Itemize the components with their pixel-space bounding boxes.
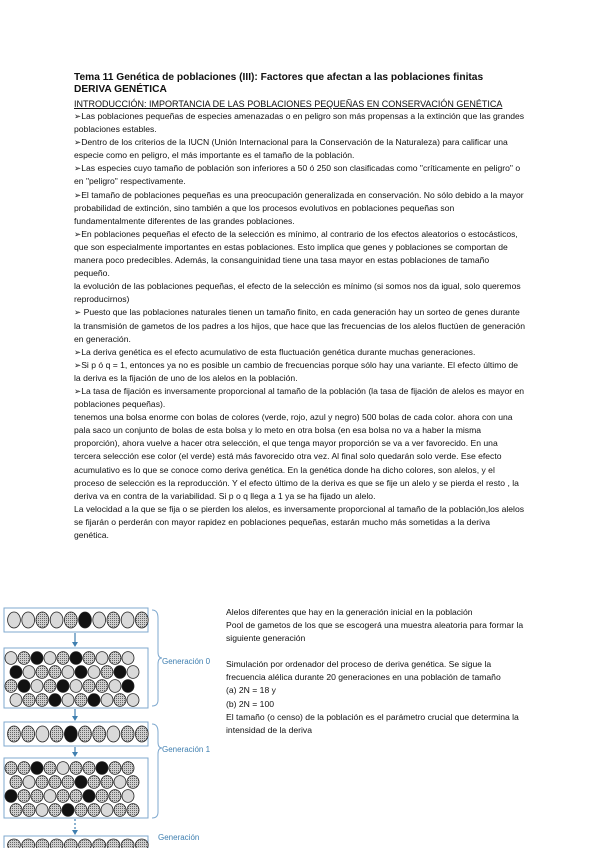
allele-ball: [57, 680, 69, 693]
allele-ball: [88, 666, 100, 679]
paragraph: ➢La tasa de fijación es inversamente proporcional al tamaño de la población (la tasa de fijación de alelos es mayor en poblaciones pequeñas).: [74, 385, 525, 410]
allele-ball: [62, 666, 74, 679]
allele-ball: [44, 762, 56, 775]
allele-ball: [122, 680, 134, 693]
allele-ball: [44, 652, 56, 665]
generation-0-label: Generación 0: [162, 657, 211, 666]
paragraph: ➢El tamaño de poblaciones pequeñas es una preocupación generalizada en conservación. No sólo debido a la mayor probabilidad de extinción, sino también a que los procesos evolutivos en poblaciones pequeñas son fundamentalmente diferentes de las grandes poblaciones.: [74, 189, 524, 226]
allele-ball: [135, 726, 148, 742]
allele-ball: [75, 666, 87, 679]
allele-ball: [44, 790, 56, 803]
paragraph: tenemos una bolsa enorme con bolas de colores (verde, rojo, azul y negro) 500 bolas de cada color. ahora con una pala saco un conjunto de bolas de esta bolsa y lo meto en otra bolsa (en esa bolsa no va a haber la misma proporción), ahora vuelve a hacer otra selección, el que tenga mayor proporción se va a ver favorecido. En una tercera selección ese color (el verde) está más favorecido otra vez. Al final solo quedarán solo verde. Ese efecto acumulativo es lo que se conoce como deriva genética. En la genética donde ha dicho colores, son alelos, y el proceso de selección es la reproducción. Y el efecto último de la deriva es que se fije un alelo y se pierda el resto , la deriva va en contra de la variabilidad. Si p o q llega a 1 ya se ha fijado un alelo.: [74, 412, 519, 501]
caption-case-b: (b) 2N = 100: [226, 698, 275, 709]
allele-ball: [64, 726, 77, 742]
allele-ball: [64, 839, 77, 848]
allele-ball: [18, 652, 30, 665]
allele-ball: [31, 680, 43, 693]
allele-ball: [109, 680, 121, 693]
allele-ball: [79, 612, 92, 628]
allele-ball: [31, 652, 43, 665]
allele-ball: [31, 762, 43, 775]
allele-ball: [79, 839, 92, 848]
allele-ball: [62, 776, 74, 789]
allele-ball: [49, 804, 61, 817]
paragraph: ➢En poblaciones pequeñas el efecto de la selección es mínimo, al contrario de los efectos aleatorios o estocásticos, que son especialmente importantes en estas poblaciones. Esto implica que genes y poblaciones se comportan de manera poco predecibles. Además, la consanguinidad tiene una tasa mayor en estas poblaciones de tamaño pequeño.: [74, 228, 518, 279]
allele-ball: [31, 790, 43, 803]
allele-ball: [5, 762, 17, 775]
allele-ball: [49, 776, 61, 789]
allele-ball: [101, 666, 113, 679]
allele-ball: [50, 839, 63, 848]
allele-ball: [10, 776, 22, 789]
allele-ball: [88, 776, 100, 789]
paragraph: ➢Las especies cuyo tamaño de población son inferiores a 50 ó 250 son clasificadas como "críticamente en peligro" o en "peligro" respectivamente.: [74, 163, 521, 187]
allele-ball: [96, 790, 108, 803]
allele-ball: [70, 790, 82, 803]
allele-ball: [107, 612, 120, 628]
paragraph: la evolución de las poblaciones pequeñas, el efecto de la selección es mínimo (si somos nos da igual, solo queremos reproducirnos): [74, 281, 521, 305]
allele-ball: [75, 776, 87, 789]
allele-ball: [5, 652, 17, 665]
allele-ball: [127, 694, 139, 707]
paragraph: ➢Dentro de los criterios de la IUCN (Unión Internacional para la Conservación de la Naturaleza) para calificar una especie como en peligro, el más importante es el tamaño de la población.: [74, 137, 508, 161]
allele-ball: [121, 726, 134, 742]
generation-2-label: Generación: [158, 833, 200, 842]
allele-ball: [109, 652, 121, 665]
allele-ball: [10, 804, 22, 817]
allele-ball: [36, 804, 48, 817]
allele-ball: [18, 680, 30, 693]
allele-ball: [62, 694, 74, 707]
allele-ball: [135, 839, 148, 848]
paragraph: ➢Si p ó q = 1, entonces ya no es posible un cambio de frecuencias porque sólo hay una variante. El efecto último de la deriva es la fijación de uno de los alelos en la población.: [74, 359, 519, 383]
document-subtitle: DERIVA GENÉTICA: [74, 84, 167, 96]
allele-ball: [127, 804, 139, 817]
allele-ball: [8, 726, 21, 742]
allele-ball: [22, 726, 35, 742]
allele-ball: [121, 839, 134, 848]
allele-ball: [122, 652, 134, 665]
allele-ball: [109, 762, 121, 775]
allele-ball: [44, 680, 56, 693]
caption-population-size: El tamaño (o censo) de la población es el parámetro crucial que determina la intensidad de la deriva: [226, 711, 519, 735]
document-body: [74, 72, 526, 542]
allele-ball: [50, 612, 63, 628]
allele-ball: [62, 804, 74, 817]
allele-ball: [8, 612, 21, 628]
allele-ball: [57, 790, 69, 803]
allele-ball: [49, 666, 61, 679]
allele-ball: [64, 612, 77, 628]
genetic-drift-figure: [2, 606, 216, 848]
allele-ball: [114, 666, 126, 679]
allele-ball: [83, 680, 95, 693]
allele-ball: [107, 726, 120, 742]
allele-ball: [10, 694, 22, 707]
allele-ball: [22, 839, 35, 848]
allele-ball: [5, 790, 17, 803]
allele-ball: [96, 762, 108, 775]
allele-ball: [23, 666, 35, 679]
allele-ball: [22, 612, 35, 628]
allele-ball: [23, 804, 35, 817]
allele-ball: [127, 776, 139, 789]
allele-ball: [36, 726, 49, 742]
allele-ball: [121, 612, 134, 628]
allele-ball: [109, 790, 121, 803]
allele-ball: [127, 666, 139, 679]
caption-simulation: Simulación por ordenador del proceso de deriva genética. Se sigue la frecuencia alélica durante 20 generaciones en una población de tamaño: [226, 659, 501, 683]
document-title: Tema 11 Genética de poblaciones (III): Factores que afectan a las poblaciones finitas: [74, 72, 484, 83]
allele-ball: [114, 694, 126, 707]
allele-ball: [18, 762, 30, 775]
allele-ball: [23, 776, 35, 789]
allele-ball: [36, 694, 48, 707]
paragraph: ➢La deriva genética es el efecto acumulativo de esta fluctuación genética durante muchas generaciones.: [74, 346, 476, 357]
caption-gamete-pool: Pool de gametos de los que se escogerá una muestra aleatoria para formar la siguiente generación: [226, 620, 524, 644]
figure-captions: [226, 606, 526, 737]
caption-case-a: (a) 2N = 18 y: [226, 685, 276, 696]
allele-ball: [122, 790, 134, 803]
allele-ball: [49, 694, 61, 707]
allele-ball: [79, 726, 92, 742]
allele-ball: [83, 790, 95, 803]
paragraph: La velocidad a la que se fija o se pierden los alelos, es inversamente proporcional al tamaño de la población,los alelos se fijarán o perderán con mayor rapidez en poblaciones pequeñas, estarán mucho más sometidas a la deriva genética.: [74, 503, 525, 541]
allele-ball: [18, 790, 30, 803]
allele-ball: [36, 666, 48, 679]
allele-ball: [36, 612, 49, 628]
allele-ball: [83, 762, 95, 775]
allele-ball: [93, 839, 106, 848]
allele-ball: [114, 776, 126, 789]
allele-ball: [101, 694, 113, 707]
allele-ball: [5, 680, 17, 693]
allele-ball: [88, 804, 100, 817]
allele-ball: [8, 839, 21, 848]
paragraph: ➢ Puesto que las poblaciones naturales tienen un tamaño finito, en cada generación hay un sorteo de genes durante la transmisión de gametos de los padres a los hijos, que hace que las frecuencias de los alelos fluctúen de generación en generación.: [74, 307, 525, 344]
allele-ball: [36, 776, 48, 789]
allele-ball: [23, 694, 35, 707]
allele-ball: [114, 804, 126, 817]
allele-ball: [36, 839, 49, 848]
allele-ball: [70, 762, 82, 775]
allele-ball: [93, 612, 106, 628]
allele-ball: [93, 726, 106, 742]
allele-ball: [57, 762, 69, 775]
allele-ball: [101, 804, 113, 817]
allele-ball: [83, 652, 95, 665]
allele-ball: [75, 804, 87, 817]
allele-ball: [57, 652, 69, 665]
allele-ball: [107, 839, 120, 848]
allele-ball: [70, 680, 82, 693]
allele-ball: [75, 694, 87, 707]
allele-ball: [122, 762, 134, 775]
allele-ball: [10, 666, 22, 679]
allele-ball: [96, 680, 108, 693]
allele-ball: [88, 694, 100, 707]
allele-ball: [135, 612, 148, 628]
caption-alleles: Alelos diferentes que hay en la generación inicial en la población: [226, 607, 473, 617]
paragraph: ➢Las poblaciones pequeñas de especies amenazadas o en peligro son más propensas a la extinción que las grandes poblaciones estables.: [74, 111, 525, 135]
allele-ball: [50, 726, 63, 742]
section-heading: INTRODUCCIÓN: IMPORTANCIA DE LAS POBLACIONES PEQUEÑAS EN CONSERVACIÓN GENÉTICA: [74, 98, 503, 109]
allele-ball: [96, 652, 108, 665]
generation-1-label: Generación 1: [162, 745, 211, 754]
allele-ball: [101, 776, 113, 789]
allele-ball: [70, 652, 82, 665]
